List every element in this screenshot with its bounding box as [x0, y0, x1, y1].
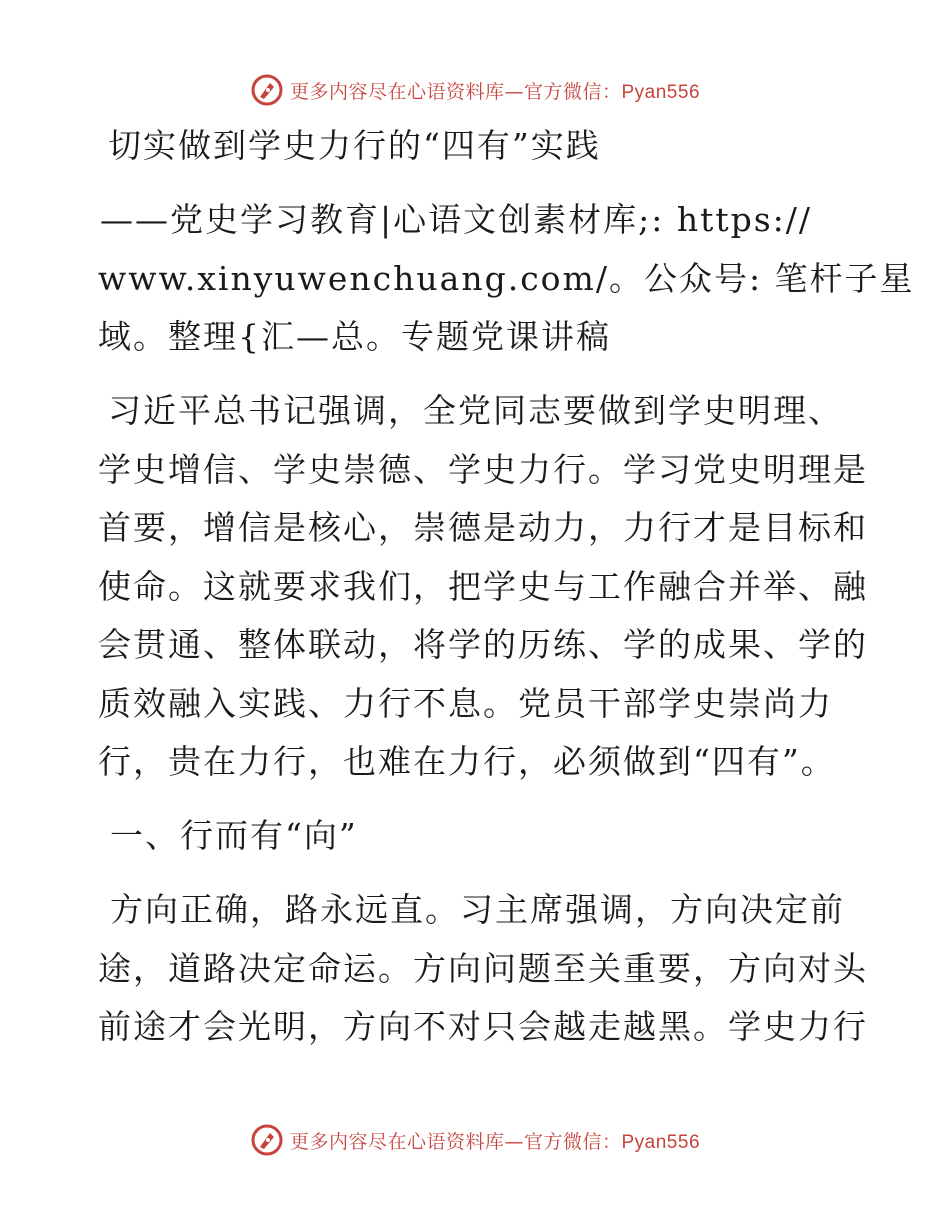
watermark-handle: Pyan556 [621, 81, 701, 103]
subtitle-line: ——党史学习教育|心语文创素材库;: https:// [100, 200, 813, 239]
paragraph-line: 使命。这就要求我们，把学史与工作融合并举、融 [98, 567, 868, 606]
paragraph-line: 前途才会光明，方向不对只会越走越黑。学史力行 [98, 1007, 868, 1046]
watermark-text: 更多内容尽在心语资料库—官方微信：Pyan556 [289, 80, 701, 103]
subtitle-line: 域。整理{汇—总。专题党课讲稿 [98, 317, 611, 356]
document-title: 切实做到学史力行的“四有”实践 [108, 126, 601, 165]
paragraph-line: 行，贵在力行，也难在力行，必须做到“四有”。 [98, 742, 836, 781]
watermark-banner-bottom [0, 1120, 950, 1160]
paragraph-line: 途，道路决定命运。方向问题至关重要，方向对头 [98, 949, 868, 988]
pen-nib-circle-icon [250, 1123, 284, 1157]
paragraph-line: 质效融入实践、力行不息。党员干部学史崇尚力 [98, 684, 833, 723]
watermark-handle: Pyan556 [621, 1131, 701, 1153]
watermark-text: 更多内容尽在心语资料库—官方微信：Pyan556 [289, 1130, 701, 1153]
section-heading: 一、行而有“向” [110, 816, 358, 855]
subtitle-line: www.xinyuwenchuang.com/。公众号: 笔杆子星 [98, 259, 915, 298]
paragraph-line: 方向正确，路永远直。习主席强调，方向决定前 [110, 890, 845, 929]
paragraph-line: 会贯通、整体联动，将学的历练、学的成果、学的 [98, 625, 868, 664]
paragraph-line: 首要，增信是核心，崇德是动力，力行才是目标和 [98, 508, 868, 547]
paragraph-line: 习近平总书记强调，全党同志要做到学史明理、 [108, 391, 843, 430]
paragraph-line: 学史增信、学史崇德、学史力行。学习党史明理是 [98, 450, 868, 489]
watermark-banner-top [0, 70, 950, 110]
pen-nib-circle-icon [250, 73, 284, 107]
